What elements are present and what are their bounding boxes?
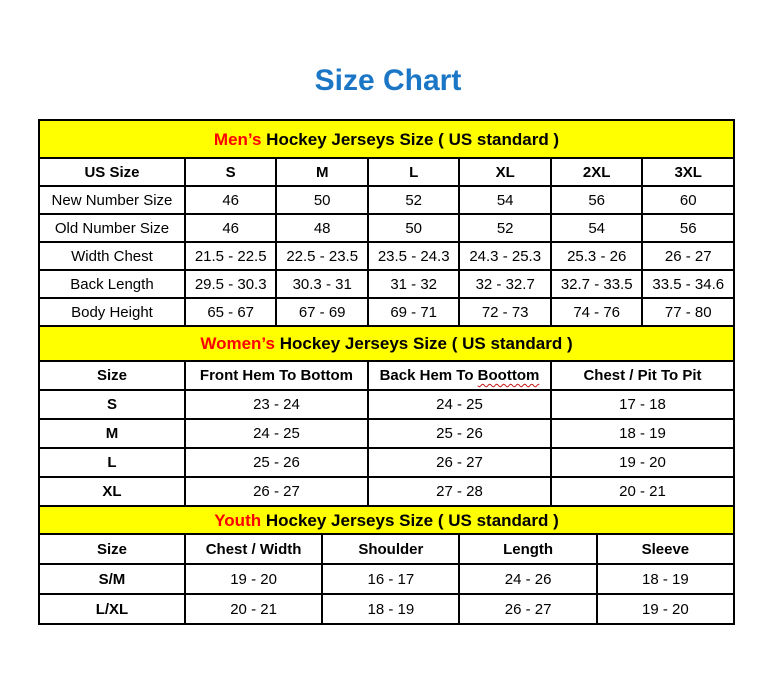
cell-value: 60 xyxy=(642,186,734,214)
cell-value: 48 xyxy=(276,214,368,242)
cell-value: 33.5 - 34.6 xyxy=(642,270,734,298)
row-label: New Number Size xyxy=(39,186,185,214)
cell-value: 32.7 - 33.5 xyxy=(551,270,643,298)
section-mens xyxy=(38,119,735,327)
row-label: S xyxy=(39,390,185,419)
column-header: Size xyxy=(39,534,185,564)
cell-value: 21.5 - 22.5 xyxy=(185,242,277,270)
table-row xyxy=(39,298,734,326)
row-label: Width Chest xyxy=(39,242,185,270)
table-row xyxy=(39,242,734,270)
row-label: L xyxy=(39,448,185,477)
table-row xyxy=(39,477,734,506)
banner-highlight: Men’s xyxy=(213,130,262,149)
header-row xyxy=(39,534,734,564)
section-banner-mens xyxy=(38,119,735,159)
cell-value: 22.5 - 23.5 xyxy=(276,242,368,270)
column-header: XL xyxy=(459,158,551,186)
table-row xyxy=(39,214,734,242)
mens-size-table xyxy=(38,157,735,327)
cell-value: 30.3 - 31 xyxy=(276,270,368,298)
banner-text: Hockey Jerseys Size ( US standard ) xyxy=(261,130,560,149)
cell-value: 23 - 24 xyxy=(185,390,368,419)
column-header: M xyxy=(276,158,368,186)
cell-value: 18 - 19 xyxy=(551,419,734,448)
cell-value: 31 - 32 xyxy=(368,270,460,298)
cell-value: 72 - 73 xyxy=(459,298,551,326)
column-header: US Size xyxy=(39,158,185,186)
cell-value: 26 - 27 xyxy=(185,477,368,506)
column-header: 3XL xyxy=(642,158,734,186)
section-womens xyxy=(38,325,735,507)
cell-value: 27 - 28 xyxy=(368,477,551,506)
cell-value: 29.5 - 30.3 xyxy=(185,270,277,298)
cell-value: 54 xyxy=(551,214,643,242)
cell-value: 24.3 - 25.3 xyxy=(459,242,551,270)
row-label: M xyxy=(39,419,185,448)
table-row xyxy=(39,270,734,298)
cell-value: 20 - 21 xyxy=(551,477,734,506)
cell-value: 24 - 25 xyxy=(368,390,551,419)
cell-value: 69 - 71 xyxy=(368,298,460,326)
banner-highlight: Youth xyxy=(214,511,262,530)
cell-value: 26 - 27 xyxy=(368,448,551,477)
cell-value: 20 - 21 xyxy=(185,594,322,624)
cell-value: 77 - 80 xyxy=(642,298,734,326)
page-title: Size Chart xyxy=(314,64,462,97)
section-banner-youth xyxy=(38,505,735,535)
table-row xyxy=(39,186,734,214)
size-chart xyxy=(38,119,735,625)
cell-value: 46 xyxy=(185,186,277,214)
table-row xyxy=(39,448,734,477)
cell-value: 32 - 32.7 xyxy=(459,270,551,298)
cell-value: 74 - 76 xyxy=(551,298,643,326)
cell-value: 52 xyxy=(459,214,551,242)
cell-value: 56 xyxy=(551,186,643,214)
column-header: Shoulder xyxy=(322,534,459,564)
cell-value: 24 - 26 xyxy=(459,564,596,594)
cell-value: 19 - 20 xyxy=(551,448,734,477)
misspelled-word: Boottom xyxy=(477,367,540,384)
column-header: Size xyxy=(39,361,185,390)
cell-value: 25.3 - 26 xyxy=(551,242,643,270)
cell-value: 18 - 19 xyxy=(322,594,459,624)
womens-size-table xyxy=(38,360,735,507)
table-row xyxy=(39,594,734,624)
youth-size-table xyxy=(38,533,735,625)
column-header: Chest / Width xyxy=(185,534,322,564)
cell-value: 50 xyxy=(276,186,368,214)
cell-value: 50 xyxy=(368,214,460,242)
cell-value: 54 xyxy=(459,186,551,214)
banner-text: Hockey Jerseys Size ( US standard ) xyxy=(261,511,559,530)
cell-value: 16 - 17 xyxy=(322,564,459,594)
header-row xyxy=(39,158,734,186)
banner-text: Hockey Jerseys Size ( US standard ) xyxy=(274,334,573,353)
cell-value: 46 xyxy=(185,214,277,242)
column-header: 2XL xyxy=(551,158,643,186)
column-header: Sleeve xyxy=(597,534,734,564)
column-header: Length xyxy=(459,534,596,564)
cell-value: 23.5 - 24.3 xyxy=(368,242,460,270)
cell-value: 24 - 25 xyxy=(185,419,368,448)
cell-value: 52 xyxy=(368,186,460,214)
row-label: Back Length xyxy=(39,270,185,298)
column-header: Back Hem To Boottom xyxy=(368,361,551,390)
column-header: Front Hem To Bottom xyxy=(185,361,368,390)
header-row xyxy=(39,361,734,390)
cell-value: 19 - 20 xyxy=(185,564,322,594)
column-header: L xyxy=(368,158,460,186)
row-label: L/XL xyxy=(39,594,185,624)
cell-value: 26 - 27 xyxy=(642,242,734,270)
section-banner-womens xyxy=(38,325,735,362)
cell-value: 19 - 20 xyxy=(597,594,734,624)
table-row xyxy=(39,390,734,419)
cell-value: 26 - 27 xyxy=(459,594,596,624)
column-header: S xyxy=(185,158,277,186)
table-row xyxy=(39,564,734,594)
row-label: S/M xyxy=(39,564,185,594)
row-label: XL xyxy=(39,477,185,506)
column-header: Chest / Pit To Pit xyxy=(551,361,734,390)
cell-value: 25 - 26 xyxy=(368,419,551,448)
row-label: Old Number Size xyxy=(39,214,185,242)
banner-highlight: Women’s xyxy=(200,334,275,353)
table-row xyxy=(39,419,734,448)
cell-value: 56 xyxy=(642,214,734,242)
cell-value: 65 - 67 xyxy=(185,298,277,326)
cell-value: 25 - 26 xyxy=(185,448,368,477)
cell-value: 67 - 69 xyxy=(276,298,368,326)
section-youth xyxy=(38,505,735,625)
cell-value: 18 - 19 xyxy=(597,564,734,594)
row-label: Body Height xyxy=(39,298,185,326)
cell-value: 17 - 18 xyxy=(551,390,734,419)
